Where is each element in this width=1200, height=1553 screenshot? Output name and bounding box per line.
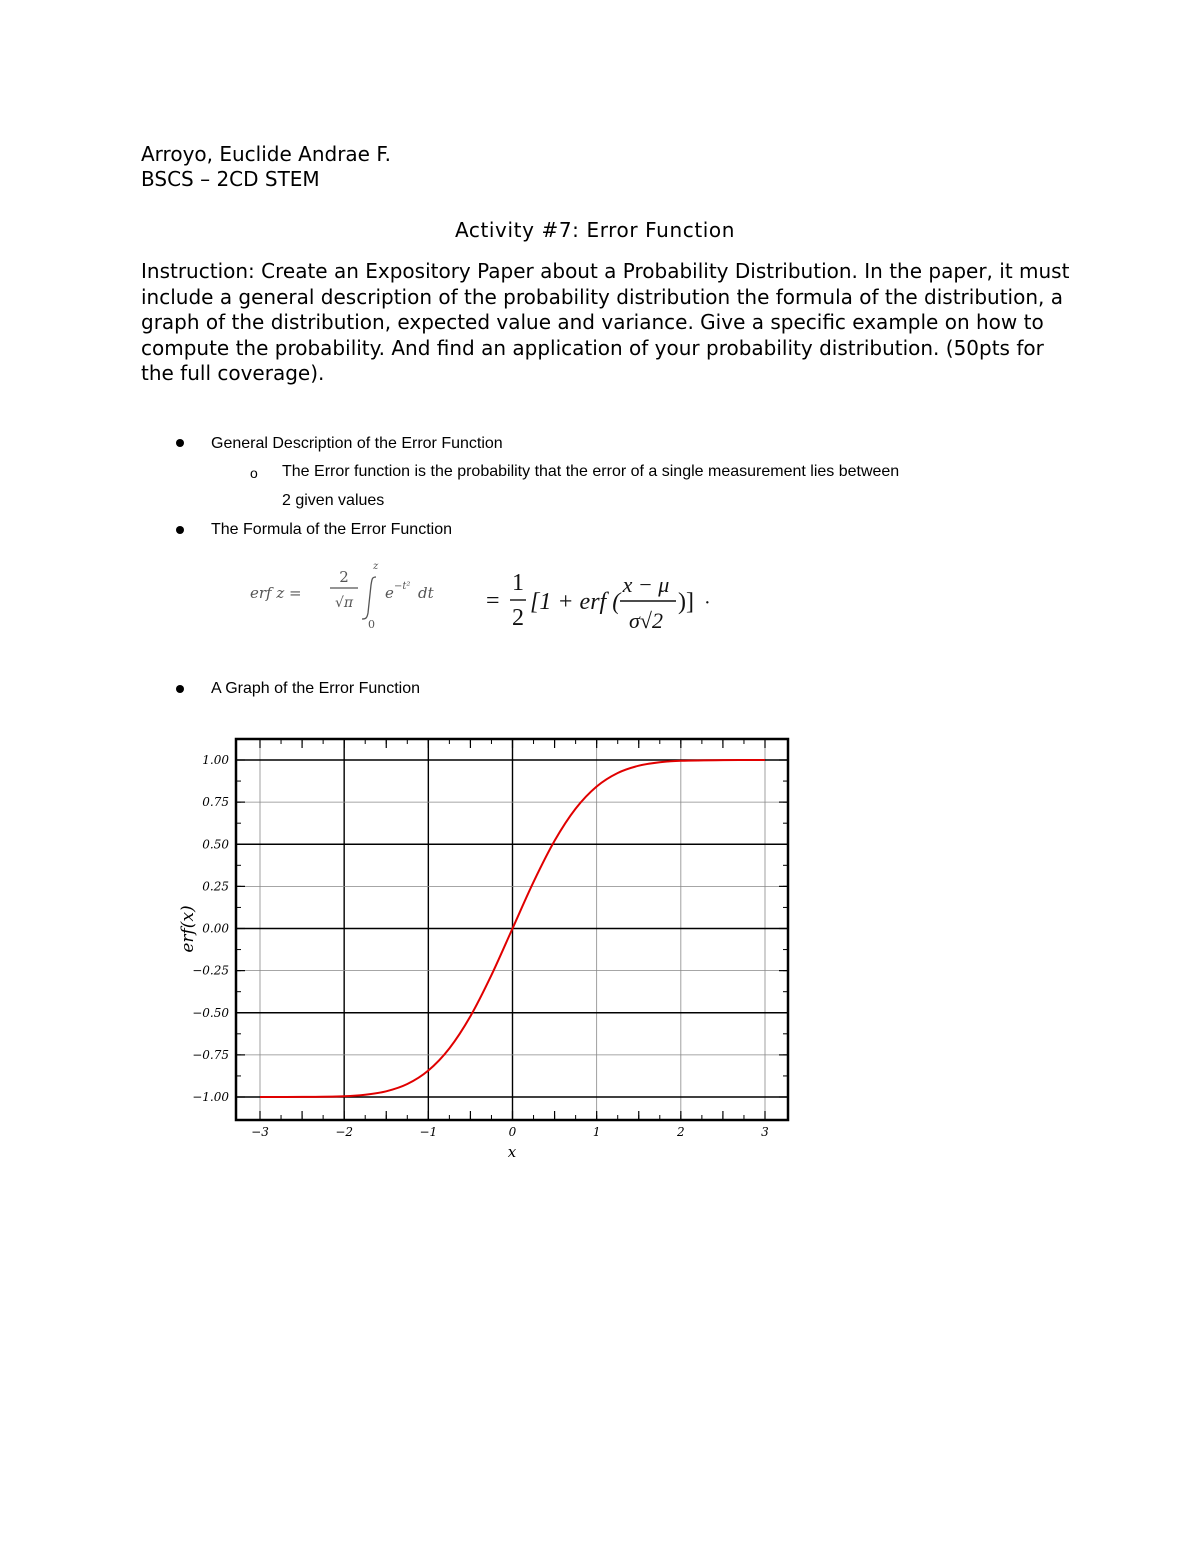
erf-exponent: −t²: [394, 581, 411, 592]
x-tick-label: −1: [419, 1125, 438, 1139]
y-tick-label: 0.75: [202, 795, 229, 810]
y-axis-label: erf(x): [178, 905, 198, 953]
cdf-frac-den: σ√2: [629, 608, 663, 633]
y-tick-label: 0.50: [202, 837, 229, 852]
y-tick-label: 1.00: [202, 753, 229, 767]
erf-definition-formula: [248, 555, 448, 630]
normal-cdf-formula: [484, 558, 724, 638]
instruction-paragraph: Instruction: Create an Expository Paper about a Probability Distribution. In the paper, it must include a general description of the probability distribution the formula of the distribution, a graph of the distribution, expected value and variance. Give a specific example on how to compute the probability. And find an application of your probability distribution. (50pts for the full coverage).: [141, 259, 1070, 385]
sub-bullet-text-line1: The Error function is the probability that the error of a single measurement lies between: [282, 463, 900, 480]
y-tick-label: −0.25: [192, 963, 229, 978]
x-tick-label: −3: [251, 1125, 269, 1139]
cdf-half-num: 1: [512, 570, 524, 596]
author-name: Arroyo, Euclide Andrae F.: [141, 142, 391, 166]
course-line: BSCS – 2CD STEM: [141, 167, 320, 191]
x-axis-label: x: [507, 1143, 517, 1161]
sub-bullet-marker: o: [250, 465, 258, 481]
bullet-formula: The Formula of the Error Function: [211, 521, 452, 538]
cdf-frac-num: x − μ: [622, 572, 670, 597]
y-tick-label: 0.25: [202, 879, 229, 894]
erf-coef-den: √π: [334, 595, 354, 611]
sub-bullet-text-line2: 2 given values: [282, 492, 385, 509]
erf-integrand: e: [385, 584, 394, 602]
bullet-dot: [176, 439, 184, 447]
y-tick-label: −1.00: [192, 1090, 229, 1104]
y-tick-label: −0.75: [192, 1047, 229, 1062]
erf-lower-limit: 0: [368, 618, 375, 630]
erf-dt: dt: [418, 584, 434, 602]
erf-lhs: erf z =: [250, 584, 302, 602]
erf-chart: [160, 722, 810, 1167]
cdf-equals: =: [486, 588, 500, 614]
x-tick-label: −2: [335, 1125, 354, 1139]
y-tick-label: 0.00: [202, 921, 229, 936]
bullet-dot: [176, 526, 184, 534]
cdf-half-den: 2: [512, 605, 524, 631]
x-tick-label: 2: [677, 1125, 685, 1139]
bullet-general-description: General Description of the Error Function: [211, 435, 503, 452]
cdf-close: )]: [678, 589, 694, 615]
x-tick-label: 3: [761, 1125, 769, 1139]
integral-sign: [362, 577, 376, 619]
cdf-body: [1 + erf (: [530, 589, 621, 615]
erf-upper-limit: z: [373, 561, 379, 572]
bullet-dot: [176, 685, 184, 693]
x-tick-label: 0: [508, 1125, 517, 1139]
y-tick-label: −0.50: [192, 1005, 229, 1020]
bullet-graph: A Graph of the Error Function: [211, 680, 420, 697]
page-title: Activity #7: Error Function: [454, 218, 736, 242]
cdf-end: ·: [704, 592, 711, 614]
x-tick-label: 1: [592, 1125, 601, 1139]
erf-coef-num: 2: [339, 568, 349, 586]
